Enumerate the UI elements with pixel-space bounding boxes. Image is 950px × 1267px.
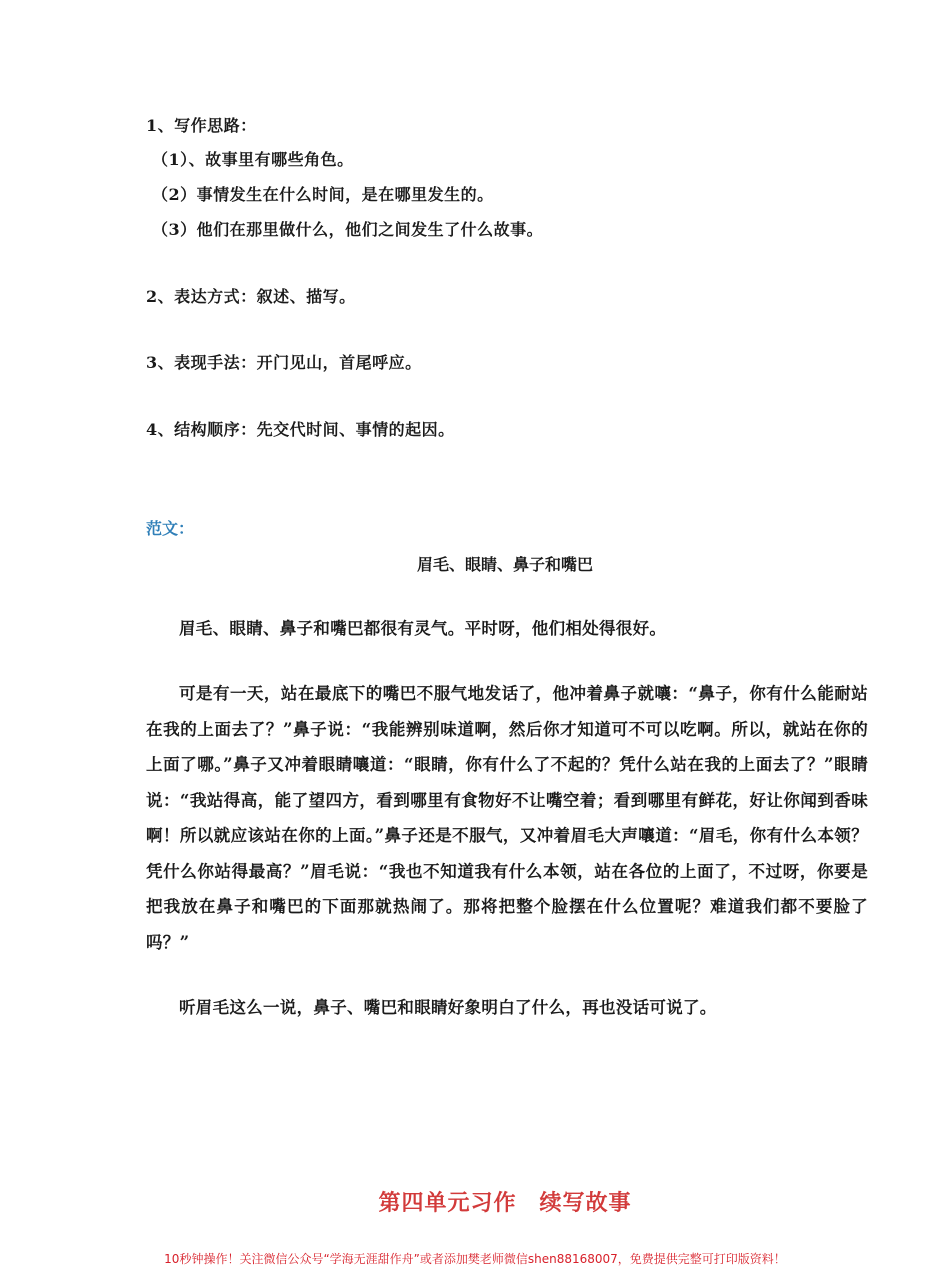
expression-method: 2、表达方式：叙述、描写。	[146, 287, 356, 306]
structure-order: 4、结构顺序：先交代时间、事情的起因。	[146, 420, 455, 439]
footer-promo-note: 10秒钟操作！关注微信公众号“学海无涯甜作舟”或者添加樊老师微信shen88168007，免费提供完整可打印版资料！	[164, 1252, 786, 1266]
essay-paragraph-1: 眉毛、眼睛、鼻子和嘴巴都很有灵气。平时呀，他们相处得很好。	[179, 619, 667, 638]
essay-paragraph-2: 可是有一天，站在最底下的嘴巴不服气地发话了，他冲着鼻子就嚷：“鼻子，你有什么能耐站在我的上面去了？”鼻子说：“我能辨别味道啊，然后你才知道可不可以吃啊。所以，就站在你的上面了哪。”鼻子又冲着眼睛嚷道：“眼睛，你有什么了不起的？凭什么站在我的上面去了？”眼睛说：“我站得高，能了望四方，看到哪里有食物好不让嘴空着；看到哪里有鲜花，好让你闻到香味啊！所以就应该站在你的上面。”鼻子还是不服气，又冲着眉毛大声嚷道：“眉毛，你有什么本领？凭什么你站得最高？”眉毛说：“我也不知道我有什么本领，站在各位的上面了，不过呀，你要是把我放在鼻子和嘴巴的下面那就热闹了。那将把整个脸摆在什么位置呢？难道我们都不要脸了吗？”	[146, 684, 868, 952]
sample-essay-title: 眉毛、眼睛、鼻子和嘴巴	[416, 555, 593, 574]
writing-ideas-point-3: （3）他们在那里做什么，他们之间发生了什么故事。	[152, 220, 544, 239]
essay-paragraph-3: 听眉毛这么一说，鼻子、嘴巴和眼睛好象明白了什么，再也没话可说了。	[179, 998, 717, 1017]
unit-four-heading: 第四单元习作 续写故事	[378, 1190, 632, 1216]
technique: 3、表现手法：开门见山，首尾呼应。	[146, 353, 422, 372]
writing-ideas-title: 1、写作思路：	[146, 116, 257, 135]
sample-essay-label: 范文：	[146, 519, 195, 538]
writing-ideas-point-1: （1）、故事里有哪些角色。	[152, 150, 354, 169]
writing-ideas-point-2: （2）事情发生在什么时间，是在哪里发生的。	[152, 185, 494, 204]
